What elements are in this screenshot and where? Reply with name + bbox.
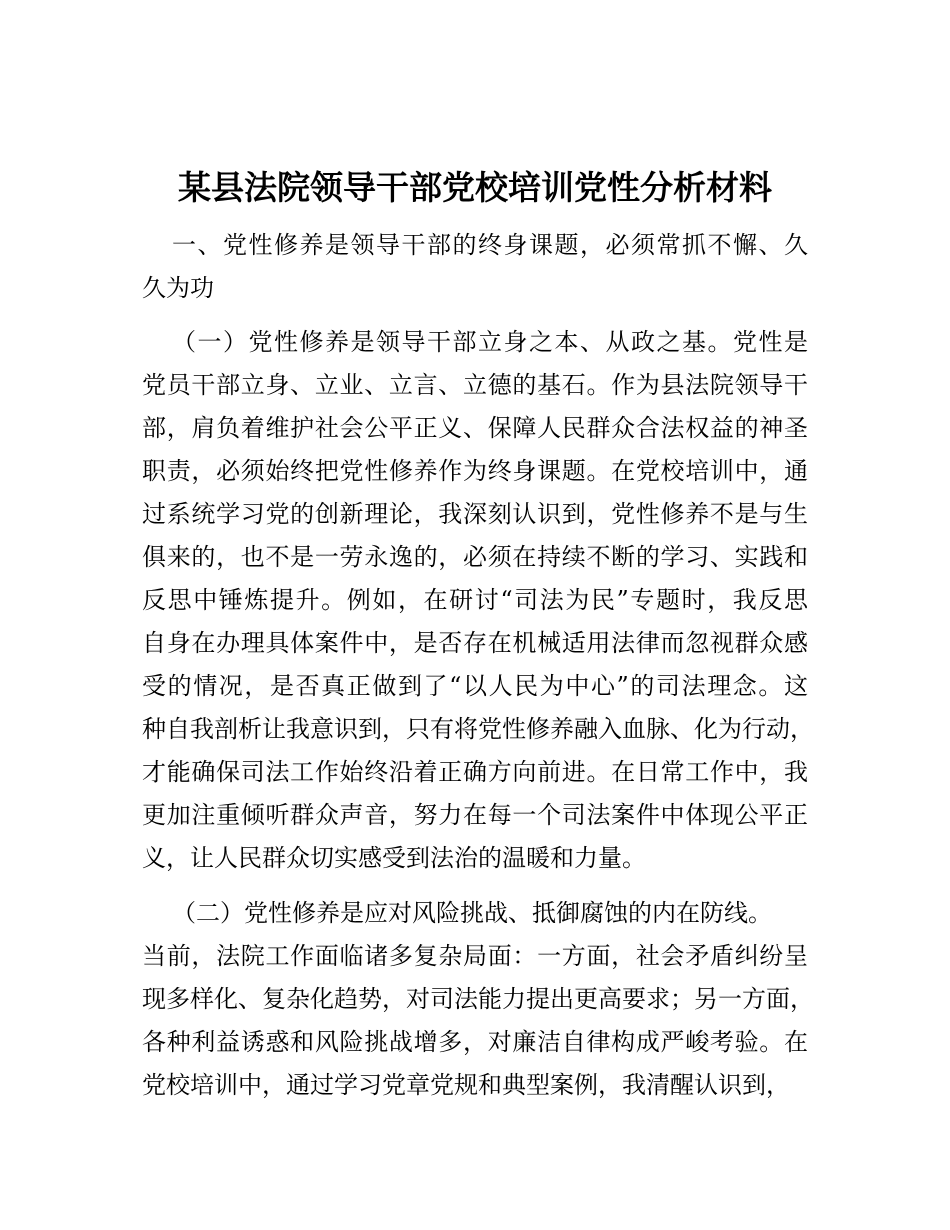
paragraph-line: 自身在办理具体案件中，是否存在机械适用法律而忽视群众感 bbox=[142, 629, 808, 657]
document-title: 某县法院领导干部党校培训党性分析材料 bbox=[178, 168, 772, 207]
paragraph-line: 受的情况，是否真正做到了“以人民为中心”的司法理念。这 bbox=[142, 672, 808, 700]
paragraph-line: 现多样化、复杂化趋势，对司法能力提出更高要求；另一方面， bbox=[142, 985, 814, 1013]
paragraph-line: 过系统学习党的创新理论，我深刻认识到，党性修养不是与生 bbox=[142, 500, 808, 528]
paragraph-line: 职责，必须始终把党性修养作为终身课题。在党校培训中，通 bbox=[142, 457, 808, 485]
paragraph-line: 各种利益诱惑和风险挑战增多，对廉洁自律构成严峻考验。在 bbox=[142, 1028, 808, 1056]
paragraph-line: 才能确保司法工作始终沿着正确方向前进。在日常工作中，我 bbox=[142, 758, 808, 786]
paragraph-line: 更加注重倾听群众声音，努力在每一个司法案件中体现公平正 bbox=[142, 801, 808, 829]
paragraph-line: 部，肩负着维护社会公平正义、保障人民群众合法权益的神圣 bbox=[142, 414, 808, 442]
paragraph-line: 义，让人民群众切实感受到法治的温暖和力量。 bbox=[142, 844, 646, 872]
paragraph-line: 当前，法院工作面临诸多复杂局面：一方面，社会矛盾纠纷呈 bbox=[142, 942, 808, 970]
paragraph-line: 党员干部立身、立业、立言、立德的基石。作为县法院领导干 bbox=[142, 371, 808, 399]
paragraph-line: 种自我剖析让我意识到，只有将党性修养融入血脉、化为行动， bbox=[142, 715, 814, 743]
paragraph-line: 反思中锤炼提升。例如，在研讨“司法为民”专题时，我反思 bbox=[142, 586, 808, 614]
paragraph-first-line: （二）党性修养是应对风险挑战、抵御腐蚀的内在防线。 bbox=[172, 899, 772, 927]
section-heading: 一、党性修养是领导干部的终身课题，必须常抓不懈、久 bbox=[172, 231, 808, 259]
paragraph-line: 党校培训中，通过学习党章党规和典型案例，我清醒认识到， bbox=[142, 1071, 790, 1099]
paragraph-line: 俱来的，也不是一劳永逸的，必须在持续不断的学习、实践和 bbox=[142, 543, 808, 571]
paragraph-line: 久为功 bbox=[142, 274, 214, 302]
paragraph-first-line: （一）党性修养是领导干部立身之本、从政之基。党性是 bbox=[172, 328, 808, 356]
